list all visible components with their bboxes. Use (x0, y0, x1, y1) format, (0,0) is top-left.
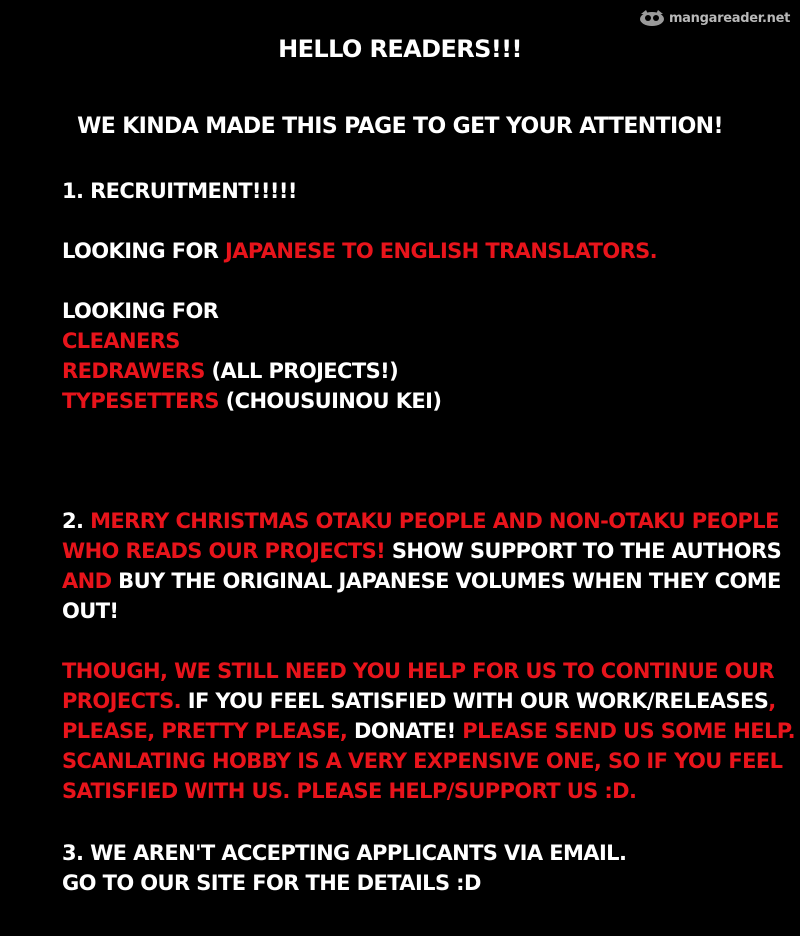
cleaners-role: CLEANERS (62, 329, 180, 353)
recruitment-heading: 1. RECRUITMENT!!!!! (62, 179, 297, 203)
donation-line-1: THOUGH, WE STILL NEED YOU HELP FOR US TO CONTINUE OUR (62, 659, 774, 683)
donate-word: DONATE! (347, 719, 456, 743)
redrawers-role: REDRAWERS (62, 359, 205, 383)
translators-role: JAPANESE TO ENGLISH TRANSLATORS. (225, 239, 658, 263)
details-line: GO TO OUR SITE FOR THE DETAILS :D (62, 871, 481, 895)
and-word: AND (62, 569, 112, 593)
christmas-readers: WHO READS OUR PROJECTS! (62, 539, 386, 563)
typesetters-note: (CHOUSUINOU KEI) (218, 389, 442, 413)
watermark-text: mangareader.net (668, 10, 790, 26)
watermark (638, 8, 790, 28)
section2-number: 2. (62, 509, 91, 533)
support-authors: SHOW SUPPORT TO THE AUTHORS (385, 539, 782, 563)
projects-word: PROJECTS. (62, 689, 182, 713)
typesetters-role: TYPESETTERS (62, 389, 219, 413)
donation-line-5: SATISFIED WITH US. PLEASE HELP/SUPPORT US :D. (62, 779, 637, 803)
christmas-line-4: OUT! (62, 599, 119, 623)
donation-line-4: SCANLATING HOBBY IS A VERY EXPENSIVE ONE, SO IF YOU FEEL (62, 749, 783, 773)
page-subtitle: WE KINDA MADE THIS PAGE TO GET YOUR ATTENTION! (77, 114, 723, 139)
redrawers-line (62, 356, 398, 386)
looking-for-label: LOOKING FOR (62, 299, 219, 323)
christmas-line-2 (62, 536, 781, 566)
send-help: PLEASE SEND US SOME HELP. (455, 719, 796, 743)
translators-prefix: LOOKING FOR (62, 239, 226, 263)
christmas-line-3 (62, 566, 781, 596)
satisfied-text: IF YOU FEEL SATISFIED WITH OUR WORK/RELEASES (181, 689, 769, 713)
manga-reader-logo-icon (638, 8, 666, 28)
comma: , (768, 689, 776, 713)
translators-line (62, 236, 657, 266)
typesetters-line (62, 386, 441, 416)
buy-volumes: BUY THE ORIGINAL JAPANESE VOLUMES WHEN THEY COME (111, 569, 781, 593)
pretty-please: PLEASE, PRETTY PLEASE, (62, 719, 348, 743)
page-title: HELLO READERS!!! (278, 35, 522, 63)
donation-line-2 (62, 686, 776, 716)
redrawers-note: (ALL PROJECTS!) (204, 359, 399, 383)
christmas-greeting: MERRY CHRISTMAS OTAKU PEOPLE AND NON-OTAKU PEOPLE (90, 509, 779, 533)
donation-line-3 (62, 716, 795, 746)
christmas-line-1 (62, 506, 779, 536)
applicants-line: 3. WE AREN'T ACCEPTING APPLICANTS VIA EMAIL. (62, 841, 627, 865)
